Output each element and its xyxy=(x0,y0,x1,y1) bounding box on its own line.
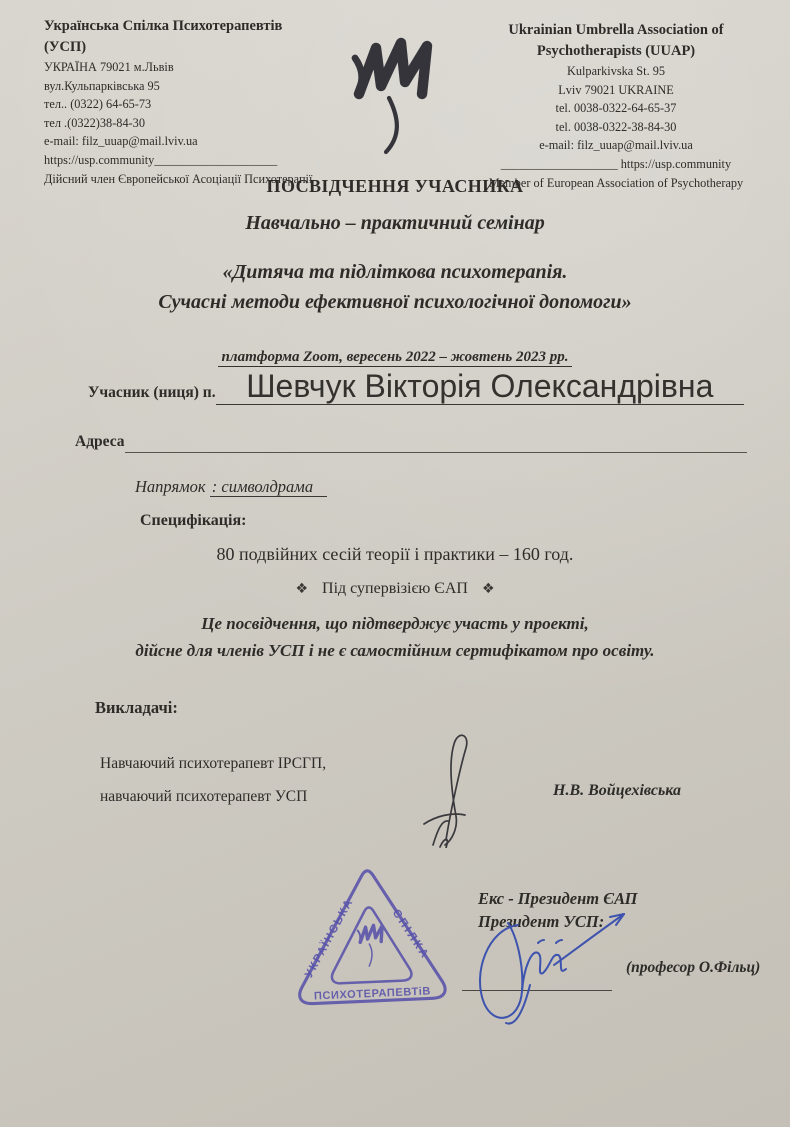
participant-name-line xyxy=(216,368,744,405)
seminar-type: Навчально – практичний семінар xyxy=(245,212,545,234)
teacher-signature-icon xyxy=(402,728,507,848)
president-signature-icon xyxy=(458,893,658,1038)
diamond-ornament-icon: ❖ xyxy=(481,581,495,597)
usp-calligraphy-logo-icon xyxy=(345,34,449,156)
president-name: (професор О.Фільц) xyxy=(626,959,761,976)
direction-value: : символдрама xyxy=(210,477,327,497)
participant-label: Учасник (ниця) п. xyxy=(88,384,216,401)
platform-dates-line: платформа Zoom, вересень 2022 – жовтень 2023 рр. xyxy=(0,349,790,366)
direction-row xyxy=(135,477,327,497)
diamond-ornament-icon: ❖ xyxy=(295,581,309,597)
stamp-word-left: УКРАЇНСЬКА xyxy=(303,896,356,980)
direction-label: Напрямок xyxy=(135,477,206,496)
certificate-heading: ПОСВІДЧЕННЯ УЧАСНИКА xyxy=(266,176,524,196)
org-title-en-line1: Ukrainian Umbrella Association of xyxy=(508,22,724,38)
org-en-email-line: e-mail: filz_uuap@mail.lviv.ua xyxy=(539,138,693,153)
specification-label: Специфікація: xyxy=(140,512,247,529)
org-ua-address-line: УКРАЇНА 79021 м.Львів xyxy=(44,60,174,74)
participant-name: Шевчук Вікторія Олександрівна xyxy=(246,368,714,404)
org-ua-email-line: e-mail: filz_uuap@mail.lviv.ua xyxy=(44,134,198,149)
org-title-ua-line2: (УСП) xyxy=(44,39,87,55)
header-left-block xyxy=(44,16,324,188)
validity-note-line1: Це посвідчення, що підтверджує участь у проекті, xyxy=(201,614,589,633)
address-label: Адреса xyxy=(75,433,125,450)
org-ua-website-line: https://usp.community____________________ xyxy=(44,152,278,167)
org-ua-phone1-line: тел.. (0322) 64-65-73 xyxy=(44,97,152,112)
org-title-en-line2: Psychotherapists (UUAP) xyxy=(536,43,696,59)
organization-stamp xyxy=(278,854,463,1020)
org-en-phone2-line: tel. 0038-0322-38-84-30 xyxy=(555,119,677,134)
org-en-city-line: Lviv 79021 UKRAINE xyxy=(558,82,674,97)
president-title-line1: Екс - Президент ЄАП xyxy=(478,889,638,908)
validity-note-line2: дійсне для членів УСП і не є самостійним сертифікатом про освіту. xyxy=(135,641,655,660)
address-blank-line xyxy=(125,430,747,453)
teacher-credential-line2: навчаючий психотерапевт УСП xyxy=(100,788,308,805)
org-ua-membership-line: Дійсний член Європейської Асоціації Психотерапії xyxy=(44,171,313,186)
stamp-word-right: СПІЛКА xyxy=(389,907,432,962)
org-en-street-line: Kulparkivska St. 95 xyxy=(566,64,666,78)
org-en-membership-line: Member of European Association of Psychotherapy xyxy=(488,175,744,190)
president-title-line2: Президент УСП: xyxy=(478,912,605,931)
org-en-website-line: ___________________ https://usp.community xyxy=(500,156,732,171)
sessions-hours-line: 80 подвійних сесій теорії і практики – 160 год. xyxy=(216,544,574,564)
org-ua-street-line: вул.Кульпарківська 95 xyxy=(44,78,160,93)
teacher-signer-name: Н.В. Войцехівська xyxy=(553,782,681,799)
participant-row xyxy=(88,368,744,405)
teachers-label: Викладачі: xyxy=(95,698,178,717)
seminar-title-line1: «Дитяча та підліткова психотерапія. xyxy=(222,261,568,283)
address-row xyxy=(75,430,747,453)
header-right-block xyxy=(452,20,780,192)
org-en-phone1-line: tel. 0038-0322-64-65-37 xyxy=(555,101,677,116)
teacher-credential-line1: Навчаючий психотерапевт ІРСГП, xyxy=(100,755,327,772)
org-title-ua-line1: Українська Спілка Психотерапевтів xyxy=(44,18,283,34)
stamp-word-bottom: ПСИХОТЕРАПЕВТіВ xyxy=(313,985,432,1003)
supervision-text: Під супервізією ЄАП xyxy=(322,580,468,597)
org-ua-phone2-line: тел .(0322)38-84-30 xyxy=(44,115,145,130)
seminar-title-line2: Сучасні методи ефективної психологічної допомоги» xyxy=(158,291,632,313)
supervision-line xyxy=(0,580,790,598)
